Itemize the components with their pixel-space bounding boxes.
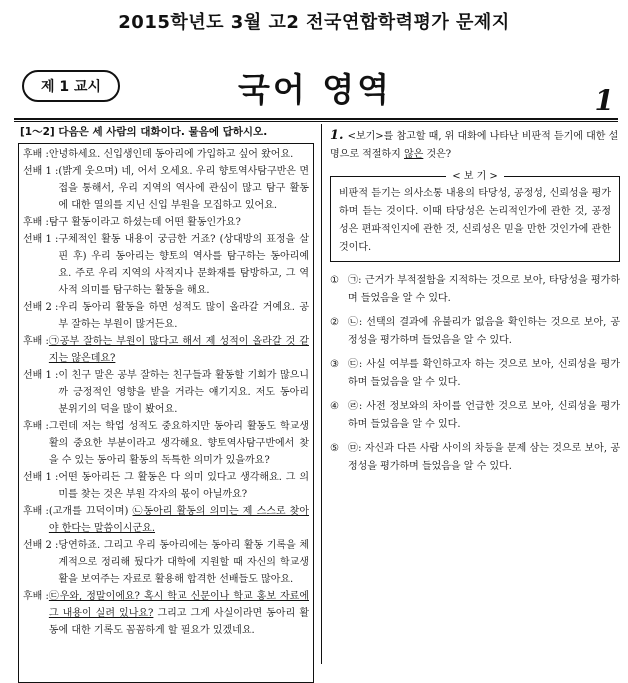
- dialogue-turn: [23, 503, 309, 537]
- answer-option[interactable]: [330, 272, 620, 308]
- answer-options: [330, 272, 620, 476]
- speaker: 선배 1 :: [23, 472, 59, 483]
- speaker: 후배 :: [23, 506, 49, 517]
- exam-title: 2015학년도 3월 고2 전국연합학력평가 문제지: [118, 12, 510, 33]
- option-number: ③: [330, 359, 339, 370]
- speaker: 선배 1 :: [23, 166, 59, 177]
- utterance: 구체적인 활동 내용이 궁금한 거죠? (상대방의 표정을 살핀 후) 우리 동아리는 향토의 역사를 탐구하는 동아리예요. 주로 우리 지역의 사적지나 문화재를 탐방하고, 그 역사적 의미를 탐구하는 활동을 해요.: [58, 234, 309, 296]
- bogi-label: [331, 168, 619, 186]
- dialogue-turn: [23, 333, 309, 367]
- speaker: 후배 :: [23, 591, 49, 602]
- subject-title: 국어 영역: [237, 70, 392, 109]
- dialogue-turn: [23, 537, 309, 588]
- speaker: 후배 :: [23, 421, 49, 432]
- option-text: ㉢: 사실 여부를 확인하고자 하는 것으로 보아, 신뢰성을 평가하며 들었음을 알 수 있다.: [348, 359, 620, 388]
- bogi-label-text: < 보 기 >: [446, 171, 504, 182]
- answer-option[interactable]: [330, 356, 620, 392]
- passage-instruction: [1～2] 다음은 세 사람의 대화이다. 물음에 답하시오.: [20, 126, 268, 138]
- option-text: ㉤: 자신과 다른 사람 사이의 차등을 문제 삼는 것으로 보아, 공정성을 평가하며 들었음을 알 수 있다.: [348, 443, 620, 472]
- speaker: 후배 :: [23, 336, 49, 347]
- dialogue-turn: [23, 214, 309, 231]
- answer-option[interactable]: [330, 314, 620, 350]
- speaker: 선배 1 :: [23, 370, 59, 381]
- speaker: 선배 2 :: [23, 540, 59, 551]
- utterance: 우리 동아리 활동을 하면 성적도 많이 올라갈 거예요. 공부 잘하는 부원이 많거든요.: [58, 302, 309, 330]
- answer-option[interactable]: [330, 440, 620, 476]
- dialogue-turn: [23, 163, 309, 214]
- stem-before: <보기>를 참고할 때, 위 대화에 나타난 비판적 듣기에 대한 설명으로 적절하지: [330, 131, 619, 160]
- utterance: (밝게 웃으며) 네, 어서 오세요. 우리 향토역사탐구반은 면접을 통해서, 우리 지역의 역사에 관심이 많고 탐구 활동에 대한 열의를 지닌 신입 부원을 모집하고 있어요.: [58, 166, 309, 211]
- utterance-underlined: ㉢우와, 정말이에요? 혹시 학교 신문이나 학교 홍보 자료에 그 내용이 실려 있나요?: [48, 591, 309, 619]
- speaker: 후배 :: [23, 149, 49, 160]
- dialogue-turn: [23, 418, 309, 469]
- option-number: ②: [330, 317, 339, 328]
- option-number: ⑤: [330, 443, 339, 454]
- utterance: 이 친구 말은 공부 잘하는 친구들과 활동할 기회가 많으니까 긍정적인 영향을 받을 거라는 얘기지요. 저도 동아리 분위기의 덕을 많이 봤어요.: [58, 370, 309, 415]
- option-number: ④: [330, 401, 339, 412]
- speaker: 선배 1 :: [23, 234, 59, 245]
- question-stem: [330, 127, 620, 164]
- option-text: ㉠: 근거가 부적절함을 지적하는 것으로 보아, 타당성을 평가하며 들었음을 알 수 있다.: [348, 275, 620, 304]
- page-number: 1: [594, 84, 614, 117]
- utterance: [49, 588, 309, 639]
- question-number: 1.: [330, 128, 344, 143]
- utterance: 당연하죠. 그리고 우리 동아리에는 동아리 활동 기록을 체계적으로 정리해 뒀다가 대학에 지원할 때 자신의 학교생활을 보여주는 자료로 활용해 합격한 선배들도 많아요.: [58, 540, 309, 585]
- utterance-underlined: ㉡동아리 활동의 의미는 제 스스로 찾아야 한다는 말씀이시군요.: [48, 506, 310, 534]
- speaker: 후배 :: [23, 217, 49, 228]
- header-rule: [14, 118, 618, 120]
- dialogue-box: [18, 143, 314, 683]
- dialogue-turn: [23, 367, 309, 418]
- utterance-plain: 그리고 그게 사실이라면 동아리 활동에 대한 기록도 꼼꼼하게 할 필요가 있겠네요.: [48, 608, 309, 636]
- session-badge: 제 1 교시: [22, 70, 120, 102]
- utterance: 그런데 저는 학업 성적도 중요하지만 동아리 활동도 학교생활의 중요한 부분이라고 생각해요. 향토역사탐구반에서 찾을 수 있는 동아리 활동의 독특한 의미가 있을까요?: [48, 421, 309, 466]
- bogi-text: 비판적 듣기는 의사소통 내용의 타당성, 공정성, 신뢰성을 평가하며 듣는 것이다. 이때 타당성은 논리적인가에 관한 것, 공정성은 편파적인지에 관한 것, 신뢰성은 믿을 만한 것인가에 관한 것이다.: [339, 188, 611, 253]
- stem-after: 것은?: [423, 149, 452, 160]
- header-rule-thin: [14, 121, 618, 122]
- option-text: ㉡: 선택의 결과에 유불리가 없음을 확인하는 것으로 보아, 공정성을 평가하며 들었음을 알 수 있다.: [348, 317, 620, 346]
- dialogue-turn: [23, 469, 309, 503]
- dialogue-turn: [23, 588, 309, 639]
- speaker: 선배 2 :: [23, 302, 59, 313]
- dialogue-turn: [23, 146, 309, 163]
- utterance: [49, 503, 309, 537]
- option-text: ㉣: 사전 정보와의 차이를 언급한 것으로 보아, 신뢰성을 평가하며 들었음을 알 수 있다.: [348, 401, 620, 430]
- dialogue-turn: [23, 299, 309, 333]
- bogi-box: [330, 171, 620, 262]
- stem-emphasis: 않은: [403, 149, 424, 160]
- column-divider: [321, 124, 322, 664]
- answer-option[interactable]: [330, 398, 620, 434]
- utterance: 어떤 동아리든 그 활동은 다 의미 있다고 생각해요. 그 의미를 찾는 것은 부원 각자의 몫이 아닐까요?: [58, 472, 309, 500]
- utterance-plain: (고개를 끄덕이며): [48, 506, 133, 517]
- utterance: 탐구 활동이라고 하셨는데 어떤 활동인가요?: [48, 217, 241, 228]
- utterance-underlined: ㉠공부 잘하는 부원이 많다고 해서 제 성적이 올라갈 것 같지는 않은데요?: [48, 336, 309, 364]
- utterance: 안녕하세요. 신입생인데 동아리에 가입하고 싶어 왔어요.: [48, 149, 294, 160]
- option-number: ①: [330, 275, 339, 286]
- question-1: [330, 127, 620, 482]
- dialogue-turn: [23, 231, 309, 299]
